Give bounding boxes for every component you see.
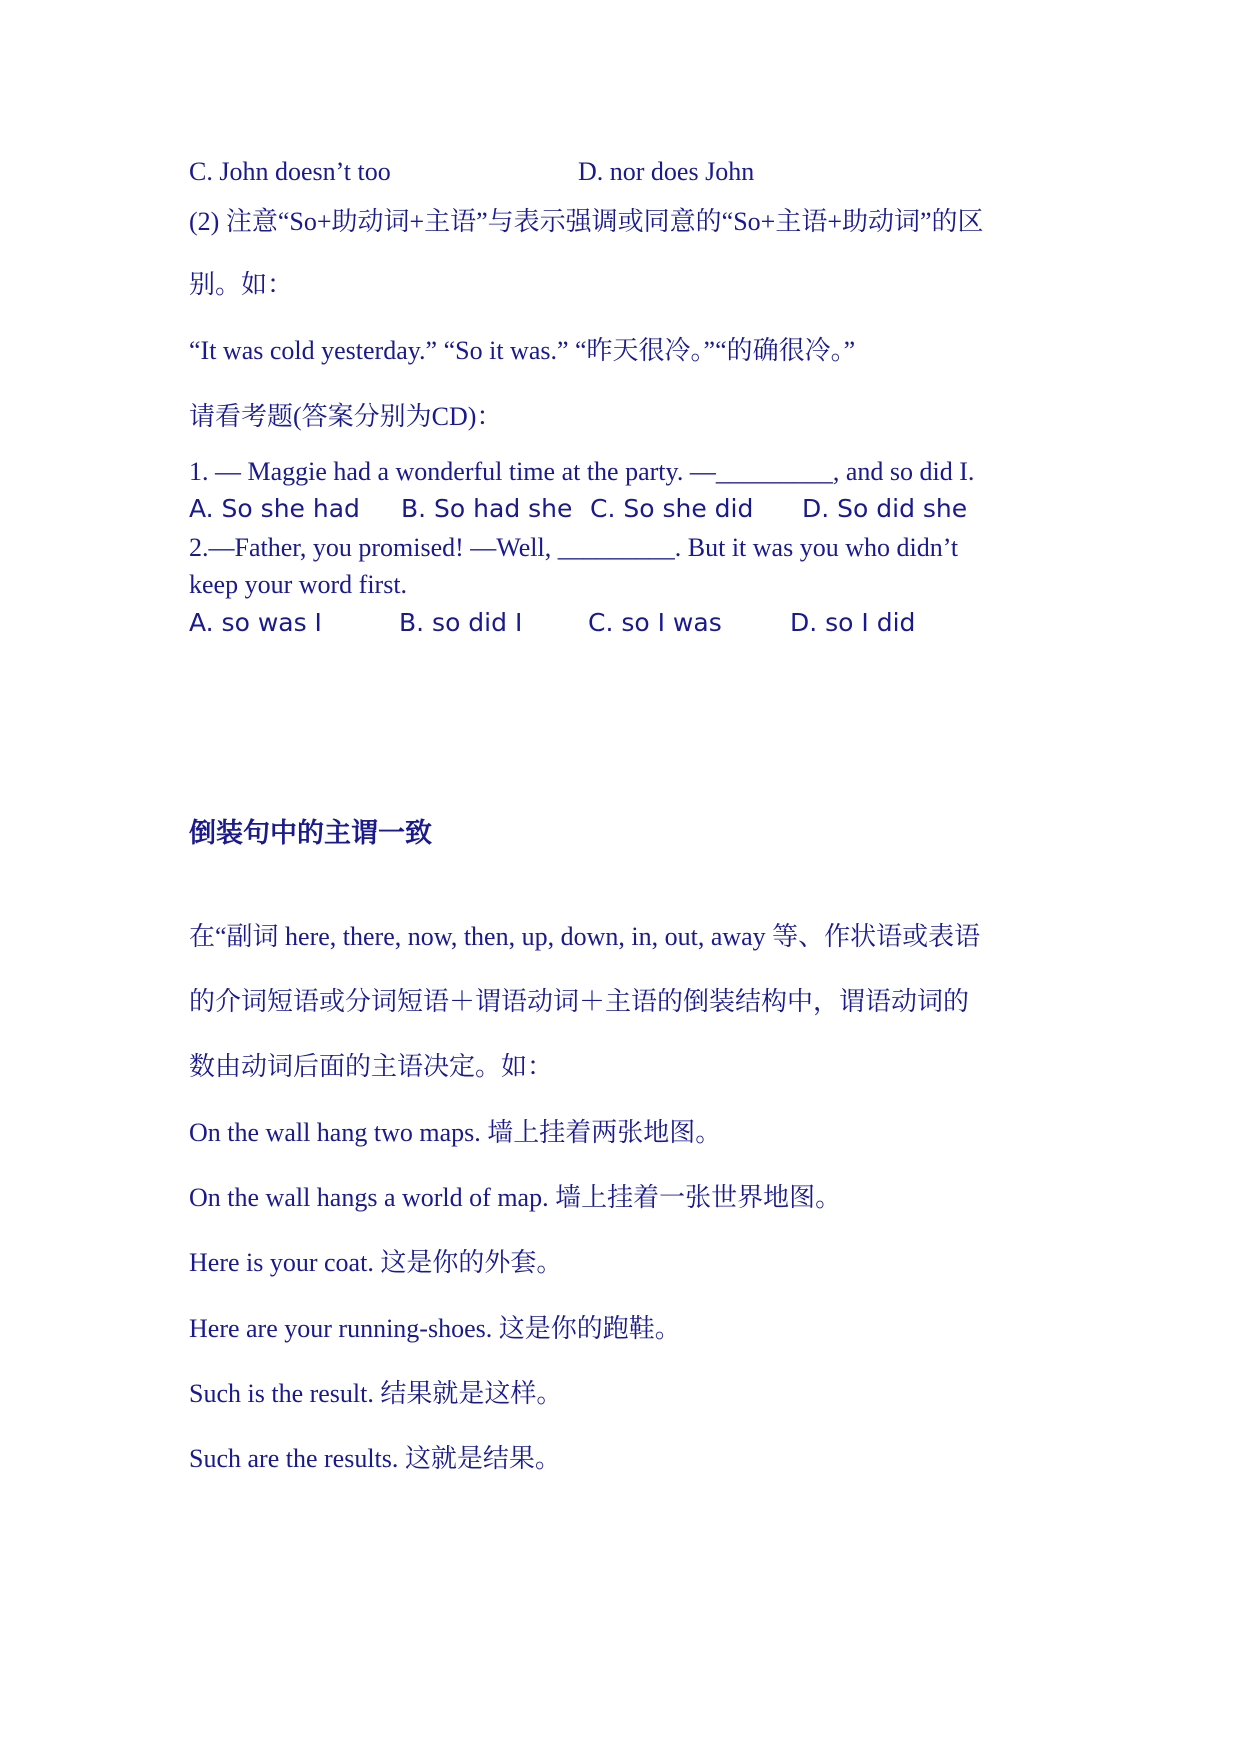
example-sentence: Such are the results. 这就是结果。 (189, 1444, 561, 1473)
question-1-option-c: C. So she did (590, 494, 754, 523)
option-d-nor-does-john: D. nor does John (578, 157, 755, 186)
example-sentence: On the wall hang two maps. 墙上挂着两张地图。 (189, 1118, 722, 1147)
section-paragraph-line-3: 数由动词后面的主语决定。如： (189, 1052, 554, 1081)
question-2-option-a: A. so was I (189, 608, 322, 637)
note-2-example: “It was cold yesterday.” “So it was.” “昨天很冷。”“的确很冷。” (189, 336, 856, 365)
option-c-john-doesnt-too: C. John doesn’t too (189, 157, 391, 186)
question-2-option-d: D. so I did (790, 608, 916, 637)
question-2-stem-line-1: 2.—Father, you promised! —Well, _________. But it was you who didn’t (189, 533, 959, 562)
question-2-option-c: C. so I was (588, 608, 722, 637)
question-1-option-a: A. So she had (189, 494, 360, 523)
note-2-line-2: 别。如： (189, 270, 294, 299)
example-sentence: Such is the result. 结果就是这样。 (189, 1379, 563, 1408)
question-2-stem-line-2: keep your word first. (189, 570, 408, 599)
section-paragraph-line-1: 在“副词 here, there, now, then, up, down, in, out, away 等、作状语或表语 (189, 922, 981, 951)
note-2-line-1: (2) 注意“So+助动词+主语”与表示强调或同意的“So+主语+助动词”的区 (189, 207, 984, 236)
question-1-option-b: B. So had she (401, 494, 573, 523)
exam-intro: 请看考题(答案分别为CD)： (189, 402, 503, 431)
section-heading: 倒装句中的主谓一致 (189, 818, 432, 849)
question-2-option-b: B. so did I (399, 608, 523, 637)
example-sentence: Here are your running-shoes. 这是你的跑鞋。 (189, 1314, 681, 1343)
section-paragraph-line-2: 的介词短语或分词短语＋谓语动词＋主语的倒装结构中，谓语动词的 (189, 987, 970, 1016)
question-1-stem: 1. — Maggie had a wonderful time at the party. —_________, and so did I. (189, 457, 975, 486)
example-sentence: Here is your coat. 这是你的外套。 (189, 1248, 563, 1277)
question-1-option-d: D. So did she (802, 494, 968, 523)
example-sentence: On the wall hangs a world of map. 墙上挂着一张世界地图。 (189, 1183, 842, 1212)
